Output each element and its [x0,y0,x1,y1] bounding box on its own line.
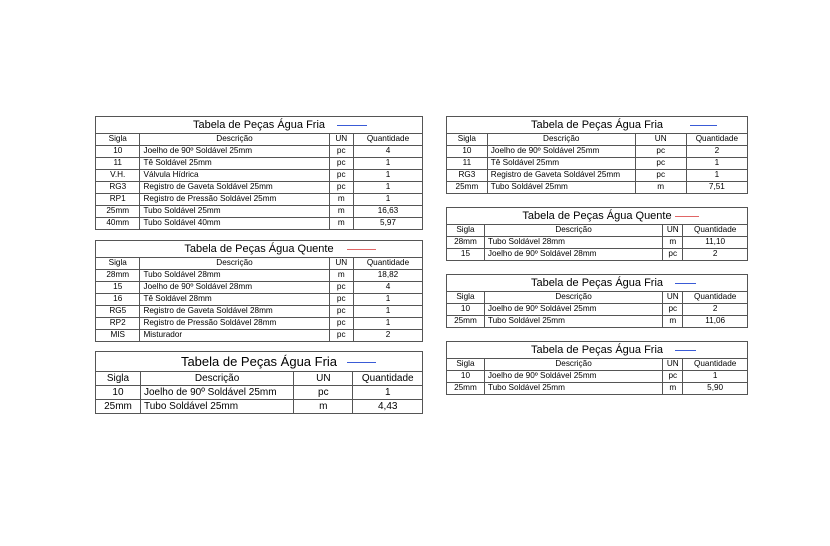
table-header-row [96,372,423,386]
table-row [96,282,423,294]
cell-un: pc [663,249,683,261]
cell-un: pc [329,294,353,306]
cell-descricao: Tê Soldável 28mm [140,294,329,306]
table-row [96,146,423,158]
column-header-quantidade: Quantidade [353,134,422,146]
cell-quantidade: 4,43 [353,400,423,414]
cell-un: m [663,316,683,328]
column-header-un: UN [663,225,683,237]
table-agua-fria-3 [446,116,748,194]
cell-sigla: 11 [447,158,488,170]
cell-un: m [329,194,353,206]
column-header-quantidade: Quantidade [353,258,422,270]
column-header-un: UN [635,134,686,146]
table-row [96,330,423,342]
table-row [447,304,748,316]
table-title [96,352,423,372]
column-header-descricao: Descrição [140,258,329,270]
cell-un: pc [329,318,353,330]
cell-quantidade: 2 [683,249,748,261]
cell-un: pc [329,330,353,342]
table-title [447,117,748,134]
cell-un: m [663,383,683,395]
legend-line-icon [675,216,699,217]
table-header-row [447,134,748,146]
cell-quantidade: 1 [686,158,747,170]
cell-sigla: 11 [96,158,140,170]
cell-descricao: Tê Soldável 25mm [487,158,635,170]
table-title [447,275,748,292]
cell-descricao: Joelho de 90º Soldável 28mm [484,249,662,261]
table-title [447,342,748,359]
cell-quantidade: 4 [353,146,422,158]
cell-quantidade: 2 [353,330,422,342]
table-row [96,218,423,230]
cell-quantidade: 1 [353,194,422,206]
cell-quantidade: 7,51 [686,182,747,194]
column-header-descricao: Descrição [140,372,293,386]
cell-quantidade: 2 [686,146,747,158]
column-header-descricao: Descrição [484,359,662,371]
table-title [447,208,748,225]
column-header-descricao: Descrição [484,225,662,237]
table-agua-fria-4 [446,274,748,328]
column-header-descricao: Descrição [140,134,329,146]
cell-sigla: V.H. [96,170,140,182]
legend-line-icon [337,125,366,126]
table-title-text: Tabela de Peças Água Fria [180,354,338,369]
column-header-quantidade: Quantidade [686,134,747,146]
table-agua-quente-2 [446,207,748,261]
cell-sigla: 28mm [96,270,140,282]
table-agua-fria-2 [95,351,423,414]
table-title-row [96,352,423,372]
cell-un: pc [635,158,686,170]
cell-descricao: Joelho de 90º Soldável 25mm [484,371,662,383]
table-row [96,294,423,306]
column-header-quantidade: Quantidade [683,292,748,304]
column-header-un: UN [294,372,353,386]
cell-sigla: 15 [96,282,140,294]
cell-descricao: Tubo Soldável 25mm [484,316,662,328]
cell-quantidade: 1 [353,386,423,400]
cell-un: pc [329,282,353,294]
column-header-descricao: Descrição [484,292,662,304]
cell-sigla: 10 [96,146,140,158]
cell-un: pc [663,304,683,316]
cell-sigla: 16 [96,294,140,306]
cell-quantidade: 1 [686,170,747,182]
column-header-quantidade: Quantidade [683,225,748,237]
table-row [96,206,423,218]
cell-sigla: RG3 [447,170,488,182]
cell-descricao: Registro de Gaveta Soldável 25mm [487,170,635,182]
column-header-sigla: Sigla [447,134,488,146]
table-title-text: Tabela de Peças Água Quente [184,242,334,255]
cell-un: pc [329,146,353,158]
column-header-sigla: Sigla [447,359,485,371]
cell-un: pc [329,306,353,318]
table-title-row [96,117,423,134]
table-row [447,316,748,328]
table-title-text: Tabela de Peças Água Fria [530,276,664,289]
cell-sigla: 10 [447,304,485,316]
cell-sigla: 25mm [96,400,141,414]
table-row [96,386,423,400]
table-row [96,306,423,318]
cell-sigla: 10 [96,386,141,400]
cell-descricao: Joelho de 90º Soldável 25mm [140,146,329,158]
table-title-row [447,208,748,225]
table-title-row [447,342,748,359]
table-row [96,158,423,170]
column-header-sigla: Sigla [96,372,141,386]
table-row [447,146,748,158]
table-title-text: Tabela de Peças Água Quente [522,209,672,222]
table-agua-fria-5 [446,341,748,395]
table-row [447,170,748,182]
cell-descricao: Registro de Gaveta Soldável 28mm [140,306,329,318]
cell-quantidade: 11,10 [683,237,748,249]
cell-un: pc [329,182,353,194]
cell-descricao: Tubo Soldável 25mm [484,383,662,395]
cell-descricao: Joelho de 90º Soldável 25mm [140,386,293,400]
cell-descricao: Válvula Hídrica [140,170,329,182]
column-header-un: UN [663,292,683,304]
cell-descricao: Misturador [140,330,329,342]
table-header-row [96,258,423,270]
column-header-sigla: Sigla [447,292,485,304]
cell-quantidade: 1 [353,306,422,318]
cell-sigla: 25mm [447,182,488,194]
cell-sigla: RP1 [96,194,140,206]
table-row [447,383,748,395]
cell-sigla: RG3 [96,182,140,194]
cell-un: pc [635,170,686,182]
legend-line-icon [347,362,376,363]
table-header-row [96,134,423,146]
cell-quantidade: 1 [353,170,422,182]
table-header-row [447,225,748,237]
table-title-row [447,117,748,134]
cell-quantidade: 5,97 [353,218,422,230]
cell-un: m [635,182,686,194]
table-row [96,170,423,182]
table-row [447,237,748,249]
cell-quantidade: 1 [683,371,748,383]
table-title-row [447,275,748,292]
column-header-quantidade: Quantidade [353,372,423,386]
table-header-row [447,292,748,304]
table-title-text: Tabela de Peças Água Fria [530,343,664,356]
cell-un: pc [294,386,353,400]
table-row [96,194,423,206]
column-header-un: UN [663,359,683,371]
table-title-row [96,241,423,258]
cell-descricao: Registro de Gaveta Soldável 25mm [140,182,329,194]
cell-sigla: 25mm [447,316,485,328]
cell-sigla: 25mm [96,206,140,218]
cell-quantidade: 16,63 [353,206,422,218]
table-row [447,249,748,261]
cell-descricao: Tubo Soldável 25mm [140,206,329,218]
cell-sigla: 10 [447,146,488,158]
cell-quantidade: 1 [353,158,422,170]
column-header-quantidade: Quantidade [683,359,748,371]
cell-sigla: RG5 [96,306,140,318]
column-header-sigla: Sigla [96,258,140,270]
table-title-text: Tabela de Peças Água Fria [530,118,664,131]
cell-un: m [329,218,353,230]
cell-descricao: Registro de Pressão Soldável 25mm [140,194,329,206]
cell-sigla: RP2 [96,318,140,330]
cell-un: pc [663,371,683,383]
table-row [96,400,423,414]
cell-sigla: MIS [96,330,140,342]
legend-line-icon [675,283,696,284]
table-row [96,182,423,194]
column-header-un: UN [329,134,353,146]
table-header-row [447,359,748,371]
cell-un: m [329,270,353,282]
table-title [96,117,423,134]
column-header-sigla: Sigla [96,134,140,146]
cell-sigla: 40mm [96,218,140,230]
cell-descricao: Joelho de 90º Soldável 25mm [484,304,662,316]
table-row [96,318,423,330]
cell-sigla: 25mm [447,383,485,395]
cell-descricao: Tê Soldável 25mm [140,158,329,170]
cell-quantidade: 1 [353,182,422,194]
cell-un: m [663,237,683,249]
table-title-text: Tabela de Peças Água Fria [192,118,326,131]
table-row [96,270,423,282]
column-header-un: UN [329,258,353,270]
cell-un: pc [635,146,686,158]
cell-quantidade: 4 [353,282,422,294]
table-row [447,158,748,170]
table-agua-quente-1 [95,240,423,342]
table-row [447,182,748,194]
cell-descricao: Tubo Soldável 40mm [140,218,329,230]
cell-quantidade: 1 [353,318,422,330]
legend-line-icon [347,249,376,250]
cell-quantidade: 2 [683,304,748,316]
cell-un: m [294,400,353,414]
cell-quantidade: 1 [353,294,422,306]
column-header-sigla: Sigla [447,225,485,237]
cell-quantidade: 5,90 [683,383,748,395]
column-header-descricao: Descrição [487,134,635,146]
cell-descricao: Tubo Soldável 28mm [484,237,662,249]
cell-descricao: Tubo Soldável 25mm [140,400,293,414]
cell-un: pc [329,158,353,170]
cell-sigla: 10 [447,371,485,383]
table-title [96,241,423,258]
cell-sigla: 28mm [447,237,485,249]
cell-descricao: Joelho de 90º Soldável 28mm [140,282,329,294]
cell-descricao: Joelho de 90º Soldável 25mm [487,146,635,158]
cell-descricao: Tubo Soldável 28mm [140,270,329,282]
cell-descricao: Registro de Pressão Soldável 28mm [140,318,329,330]
table-row [447,371,748,383]
legend-line-icon [675,350,696,351]
cell-quantidade: 11,06 [683,316,748,328]
cell-sigla: 15 [447,249,485,261]
table-agua-fria-1 [95,116,423,230]
cell-un: m [329,206,353,218]
cell-un: pc [329,170,353,182]
legend-line-icon [690,125,717,126]
cell-descricao: Tubo Soldável 25mm [487,182,635,194]
cell-quantidade: 18,82 [353,270,422,282]
